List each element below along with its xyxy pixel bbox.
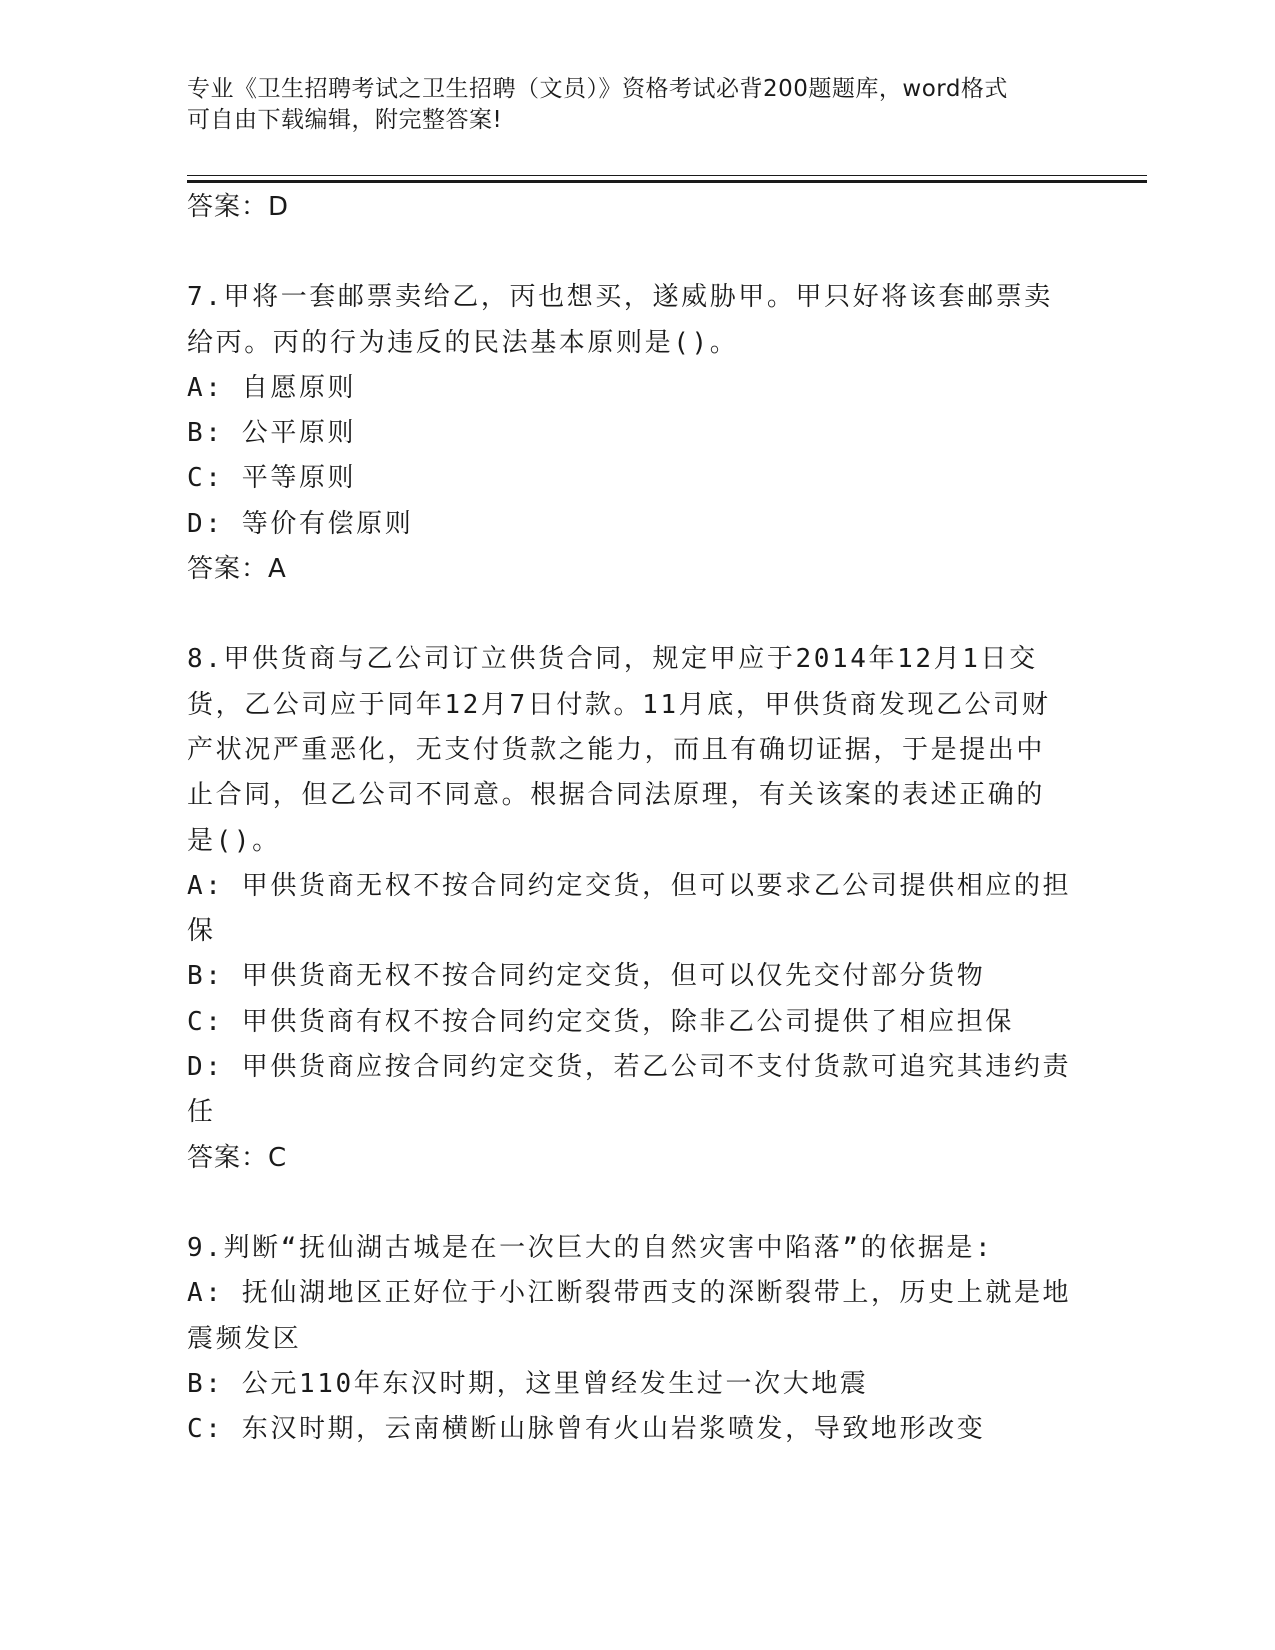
spacer: [187, 230, 1077, 275]
header-title-line-1: 专业《卫生招聘考试之卫生招聘（文员）》资格考试必背200题题库，word格式: [187, 76, 1008, 102]
question-8-option-d-cont: 任: [187, 1097, 216, 1128]
question-8-option-b: B: 甲供货商无权不按合同约定交货，但可以仅先交付部分货物: [187, 961, 986, 992]
question-7-option-b: B: 公平原则: [187, 418, 357, 449]
spacer: [187, 1181, 1077, 1226]
previous-answer: 答案：D: [187, 192, 290, 222]
question-7-option-c: C: 平等原则: [187, 463, 357, 494]
document-header: [187, 74, 1067, 136]
header-divider-thin: [187, 175, 1147, 176]
question-9: [187, 1226, 1077, 1452]
question-8-option-a-cont: 保: [187, 916, 216, 947]
question-7-stem-line-2: 给丙。丙的行为违反的民法基本原则是()。: [187, 327, 739, 358]
question-7-stem-line-1: 7.甲将一套邮票卖给乙，丙也想买，遂威胁甲。甲只好将该套邮票卖: [187, 282, 1053, 313]
question-8-answer: 答案：C: [187, 1142, 288, 1173]
question-8: [187, 637, 1077, 1181]
question-7-answer: 答案：A: [187, 554, 287, 585]
question-9-option-a: A: 抚仙湖地区正好位于小江断裂带西支的深断裂带上，历史上就是地: [187, 1278, 1072, 1309]
question-8-stem-line-3: 产状况严重恶化，无支付货款之能力，而且有确切证据，于是提出中: [187, 734, 1046, 765]
question-8-option-c: C: 甲供货商有权不按合同约定交货，除非乙公司提供了相应担保: [187, 1006, 1014, 1037]
question-9-option-a-cont: 震频发区: [187, 1323, 302, 1354]
question-8-option-d: D: 甲供货商应按合同约定交货，若乙公司不支付货款可追究其违约责: [187, 1052, 1072, 1083]
header-title-line-2: 可自由下载编辑，附完整答案!: [187, 107, 503, 133]
question-list: [187, 185, 1077, 1452]
question-8-option-a: A: 甲供货商无权不按合同约定交货，但可以要求乙公司提供相应的担: [187, 870, 1072, 901]
question-8-stem-line-1: 8.甲供货商与乙公司订立供货合同，规定甲应于2014年12月1日交: [187, 644, 1038, 675]
question-7: [187, 275, 1077, 592]
question-9-option-c: C: 东汉时期，云南横断山脉曾有火山岩浆喷发，导致地形改变: [187, 1414, 986, 1445]
question-7-option-d: D: 等价有偿原则: [187, 508, 414, 539]
question-8-stem-line-4: 止合同，但乙公司不同意。根据合同法原理，有关该案的表述正确的: [187, 780, 1046, 811]
spacer: [187, 592, 1077, 637]
header-divider-thick: [187, 180, 1147, 183]
question-9-stem-line-1: 9.判断“抚仙湖古城是在一次巨大的自然灾害中陷落”的依据是:: [187, 1232, 994, 1263]
question-9-option-b: B: 公元110年东汉时期，这里曾经发生过一次大地震: [187, 1368, 869, 1399]
question-7-option-a: A: 自愿原则: [187, 372, 357, 403]
question-8-stem-line-2: 货，乙公司应于同年12月7日付款。11月底，甲供货商发现乙公司财: [187, 689, 1051, 720]
question-8-stem-line-5: 是()。: [187, 825, 281, 856]
